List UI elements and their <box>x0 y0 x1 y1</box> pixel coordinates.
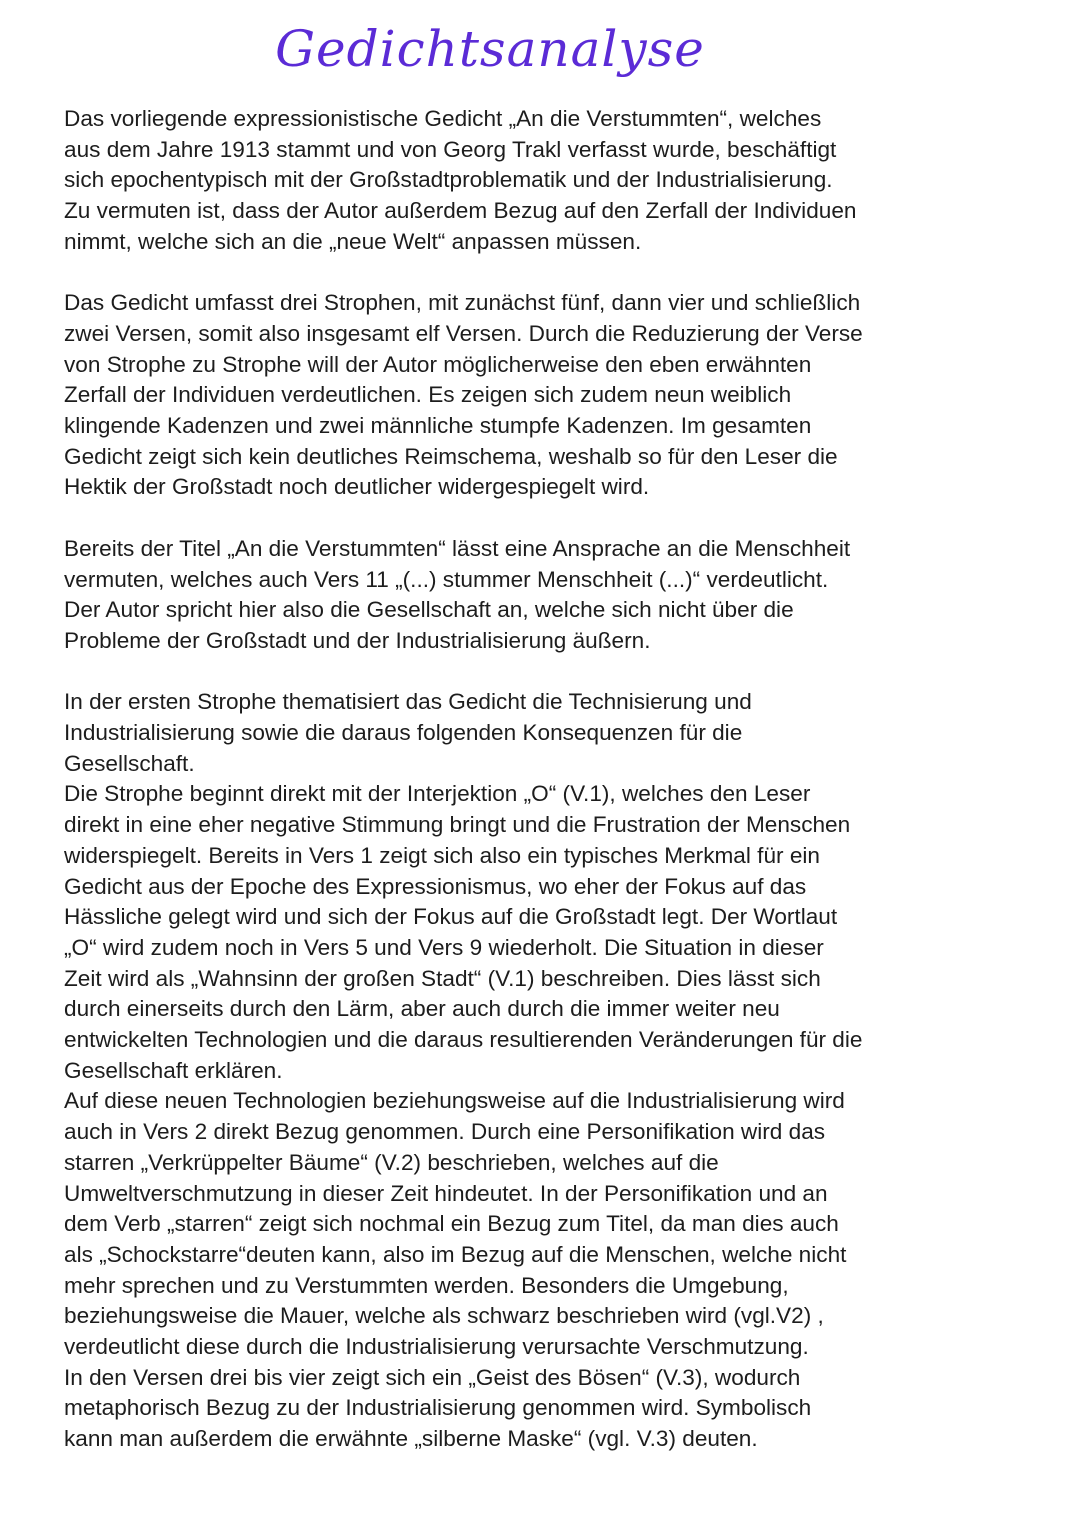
text-line: starren „Verkrüppelter Bäume“ (V.2) beschrieben, welches auf die <box>64 1149 719 1175</box>
text-line: „O“ wird zudem noch in Vers 5 und Vers 9 wiederholt. Die Situation in dieser <box>64 934 824 960</box>
text-line: Die Strophe beginnt direkt mit der Interjektion „O“ (V.1), welches den Leser <box>64 781 811 807</box>
text-line: Industrialisierung sowie die daraus folgenden Konsequenzen für die <box>64 720 743 746</box>
text-line: durch einerseits durch den Lärm, aber auch durch die immer weiter neu <box>64 996 780 1022</box>
text-line: mehr sprechen und zu Verstummten werden. Besonders die Umgebung, <box>64 1272 789 1298</box>
text-line: Auf diese neuen Technologien beziehungsweise auf die Industrialisierung wird <box>64 1088 845 1114</box>
text-line: Gesellschaft erklären. <box>64 1057 283 1083</box>
text-line: als „Schockstarre“deuten kann, also im Bezug auf die Menschen, welche nicht <box>64 1241 847 1267</box>
text-line: entwickelten Technologien und die daraus resultierenden Veränderungen für die <box>64 1027 863 1053</box>
text-line: aus dem Jahre 1913 stammt und von Georg Trakl verfasst wurde, beschäftigt <box>64 136 837 162</box>
text-line: In den Versen drei bis vier zeigt sich ein „Geist des Bösen“ (V.3), wodurch <box>64 1364 801 1390</box>
text-line: widerspiegelt. Bereits in Vers 1 zeigt sich also ein typisches Merkmal für ein <box>64 842 820 868</box>
text-line: Das Gedicht umfasst drei Strophen, mit zunächst fünf, dann vier und schließlich <box>64 290 861 316</box>
text-line: Zeit wird als „Wahnsinn der großen Stadt“ (V.1) beschreiben. Dies lässt sich <box>64 965 821 991</box>
text-line: Hektik der Großstadt noch deutlicher widergespiegelt wird. <box>64 474 650 500</box>
paragraph-title-analysis <box>64 534 994 657</box>
text-line: von Strophe zu Strophe will der Autor möglicherweise den eben erwähnten <box>64 351 812 377</box>
text-line: vermuten, welches auch Vers 11 „(...) stummer Menschheit (...)“ verdeutlicht. <box>64 566 829 592</box>
analysis-body <box>64 104 994 1455</box>
page-title: Gedichtsanalyse <box>275 20 705 78</box>
text-line: Zerfall der Individuen verdeutlichen. Es zeigen sich zudem neun weiblich <box>64 382 792 408</box>
text-line: Gedicht zeigt sich kein deutliches Reimschema, weshalb so für den Leser die <box>64 443 838 469</box>
text-line: Zu vermuten ist, dass der Autor außerdem Bezug auf den Zerfall der Individuen <box>64 198 857 224</box>
text-line: dem Verb „starren“ zeigt sich nochmal ein Bezug zum Titel, da man dies auch <box>64 1211 839 1237</box>
text-line: Umweltverschmutzung in dieser Zeit hindeutet. In der Personifikation und an <box>64 1180 828 1206</box>
paragraph-form <box>64 288 994 503</box>
text-line: nimmt, welche sich an die „neue Welt“ anpassen müssen. <box>64 228 642 254</box>
text-line: kann man außerdem die erwähnte „silberne Maske“ (vgl. V.3) deuten. <box>64 1426 758 1452</box>
paragraph-introduction <box>64 104 994 258</box>
text-line: Das vorliegende expressionistische Gedicht „An die Verstummten“, welches <box>64 106 822 131</box>
text-line: beziehungsweise die Mauer, welche als schwarz beschrieben wird (vgl.V2) , <box>64 1303 824 1329</box>
text-line: metaphorisch Bezug zu der Industrialisierung genommen wird. Symbolisch <box>64 1395 812 1421</box>
text-line: Gedicht aus der Epoche des Expressionismus, wo eher der Fokus auf das <box>64 873 807 899</box>
text-line: In der ersten Strophe thematisiert das Gedicht die Technisierung und <box>64 689 752 715</box>
text-line: direkt in eine eher negative Stimmung bringt und die Frustration der Menschen <box>64 812 851 838</box>
text-line: Bereits der Titel „An die Verstummten“ lässt eine Ansprache an die Menschheit <box>64 535 851 561</box>
paragraph-first-stanza <box>64 687 994 1455</box>
text-line: Hässliche gelegt wird und sich der Fokus auf die Großstadt legt. Der Wortlaut <box>64 904 838 930</box>
text-line: Gesellschaft. <box>64 750 195 776</box>
text-line: sich epochentypisch mit der Großstadtproblematik und der Industrialisierung. <box>64 167 833 193</box>
text-line: auch in Vers 2 direkt Bezug genommen. Durch eine Personifikation wird das <box>64 1119 826 1145</box>
text-line: klingende Kadenzen und zwei männliche stumpfe Kadenzen. Im gesamten <box>64 413 812 439</box>
text-line: Der Autor spricht hier also die Gesellschaft an, welche sich nicht über die <box>64 597 794 623</box>
text-line: Probleme der Großstadt und der Industrialisierung äußern. <box>64 627 651 653</box>
text-line: verdeutlicht diese durch die Industrialisierung verursachte Verschmutzung. <box>64 1334 809 1360</box>
text-line: zwei Versen, somit also insgesamt elf Versen. Durch die Reduzierung der Verse <box>64 320 863 346</box>
